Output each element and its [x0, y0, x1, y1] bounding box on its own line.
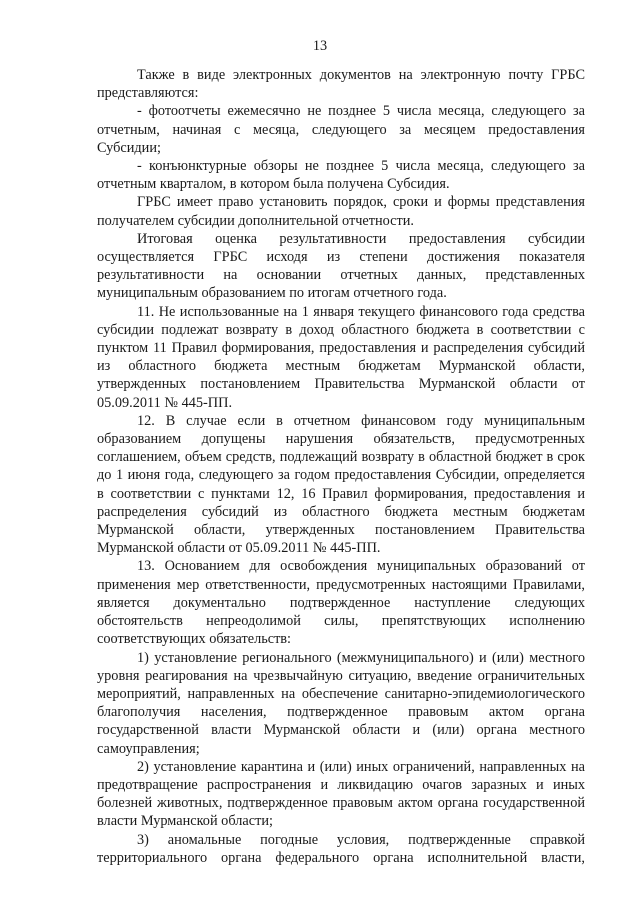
- paragraph-photo-reports: - фотоотчеты ежемесячно не позднее 5 числа месяца, следующего за отчетным, начиная с месяца, следующего за месяцем предоставления Субсидии;: [97, 103, 585, 156]
- document-body: [97, 66, 585, 867]
- paragraph-additional-reporting: ГРБС имеет право установить порядок, сроки и формы представления получателем субсидии дополнительной отчетности.: [97, 194, 585, 229]
- paragraph-subitem-1: 1) установление регионального (межмуниципального) и (или) местного уровня реагирования на чрезвычайную ситуацию, введение ограничительных мероприятий, направленных на обеспечение санитарно-эпидемиологического благополучия населения, подтвержденное правовым актом органа государственной власти Мурманской области и (или) органа местного самоуправления;: [97, 649, 585, 757]
- page-number: 13: [312, 38, 328, 54]
- paragraph-electronic-documents: Также в виде электронных документов на электронную почту ГРБС представляются:: [97, 67, 585, 102]
- paragraph-item-13: 13. Основанием для освобождения муниципальных образований от применения мер ответственности, предусмотренных настоящими Правилами, является документально подтвержденное наступление следующих обстоятельств непреодолимой силы, препятствующих исполнению соответствующих обязательств:: [97, 558, 585, 648]
- paragraph-item-12: 12. В случае если в отчетном финансовом году муниципальным образованием допущены нарушения обязательств, предусмотренных соглашением, объем средств, подлежащий возврату в областной бюджет в срок до 1 июня года, следующего за годом предоставления Субсидии, определяется в соответствии с пунктами 12, 16 Правил формирования, предоставления и распределения субсидий из областного бюджета местным бюджетам Мурманской области, утвержденных постановлением Правительства Мурманской области от 05.09.2011 № 445-ПП.: [97, 412, 585, 557]
- paragraph-item-11: 11. Не использованные на 1 января текущего финансового года средства субсидии подлежат возврату в доход областного бюджета в соответствии с пунктом 11 Правил формирования, предоставления и распределения субсидий из областного бюджета местным бюджетам Мурманской области, утвержденных постановлением Правительства Мурманской области от 05.09.2011 № 445-ПП.: [97, 303, 585, 411]
- paragraph-subitem-2: 2) установление карантина и (или) иных ограничений, направленных на предотвращение распространения и ликвидацию очагов заразных и иных болезней животных, подтвержденное правовым актом органа государственной власти Мурманской области;: [97, 758, 585, 830]
- paragraph-subitem-3: 3) аномальные погодные условия, подтвержденные справкой территориального органа федерального органа исполнительной власти,: [97, 831, 585, 866]
- paragraph-final-assessment: Итоговая оценка результативности предоставления субсидии осуществляется ГРБС исходя из степени достижения показателя результативности на основании отчетных данных, представленных муниципальным образованием по итогам отчетного года.: [97, 230, 585, 302]
- paragraph-market-reviews: - конъюнктурные обзоры не позднее 5 числа месяца, следующего за отчетным кварталом, в котором была получена Субсидия.: [97, 158, 585, 193]
